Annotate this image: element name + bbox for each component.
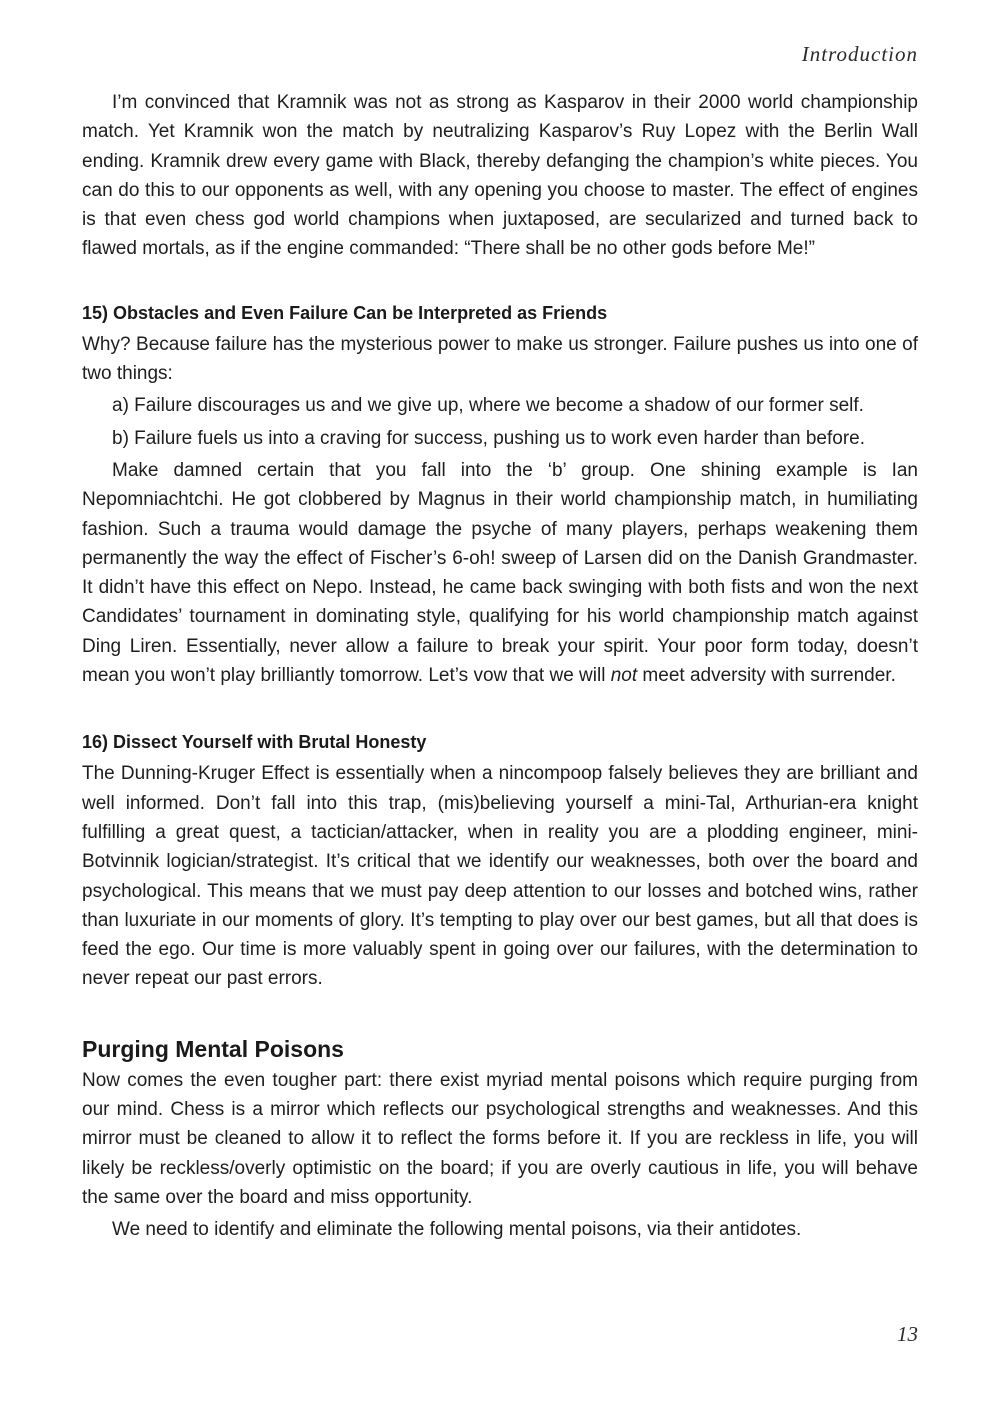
section-15-paragraph: Why? Because failure has the mysterious power to make us stronger. Failure pushes us into one of two things: xyxy=(82,333,918,385)
book-page xyxy=(82,0,918,1412)
closing-text-start: Make damned certain that you fall into the ‘b’ group. One shining example is Ian Nepomniachtchi. He got clobbered by Magnus in their world championship match, in humiliating fashion. Such a trauma would damage the psyche of many players, perhaps weakening them permanently the way the effect of Fischer’s 6-oh! sweep of Larsen did on the Danish Grandmaster. It didn’t have this effect on Nepo. Instead, he came back swinging with both fists and won the next Candidates’ tournament in dominating style, qualifying for his world championship match against Ding Liren. Essentially, never allow a failure to break your spirit. Your poor form today, doesn’t mean you won’t play brilliantly tomorrow. Let’s vow that we will xyxy=(82,459,918,687)
purging-paragraph-2: We need to identify and eliminate the following mental poisons, via their antidotes. xyxy=(112,1219,802,1241)
section-16-heading: 16) Dissect Yourself with Brutal Honesty xyxy=(82,732,427,753)
emphasis-not: not xyxy=(610,665,638,687)
intro-paragraph: I’m convinced that Kramnik was not as strong as Kasparov in their 2000 world championship match. Yet Kramnik won the match by neutralizing Kasparov’s Ruy Lopez with the Berlin Wall ending. Kramnik drew every game with Black, thereby defanging the champion’s white pieces. You can do this to our opponents as well, with any opening you choose to master. The effect of engines is that even chess god world champions when juxtaposed, are secularized and turned back to flawed mortals, as if the engine commanded: “There shall be no other gods before Me!” xyxy=(82,92,918,260)
section-16-paragraph: The Dunning-Kruger Effect is essentially when a nincompoop falsely believes they are brilliant and well informed. Don’t fall into this trap, (mis)believing yourself a mini-Tal, Arthurian-era knight fulfilling a great quest, a tactician/attacker, when in reality you are a plodding engineer, mini-Botvinnik logician/strategist. It’s critical that we identify our weaknesses, both over the board and psychological. This means that we must pay deep attention to our losses and botched wins, rather than luxuriate in our moments of glory. It’s tempting to play over our best games, but all that does is feed the ego. Our time is more valuably spent in going over our failures, with the determination to never repeat our past errors. xyxy=(82,763,918,990)
page-number: 13 xyxy=(897,1322,918,1346)
closing-text-end: meet adversity with surrender. xyxy=(637,665,896,687)
section-15-closing-paragraph xyxy=(82,456,918,690)
list-item-a: a) Failure discourages us and we give up, where we become a shadow of our former self. xyxy=(112,395,864,417)
section-15-heading: 15) Obstacles and Even Failure Can be Interpreted as Friends xyxy=(82,302,608,323)
purging-heading: Purging Mental Poisons xyxy=(82,1035,344,1062)
page-content xyxy=(82,88,918,1245)
running-head: Introduction xyxy=(801,42,918,66)
purging-paragraph-1: Now comes the even tougher part: there exist myriad mental poisons which require purging from our mind. Chess is a mirror which reflects our psychological strengths and weaknesses. And this mirror must be cleaned to allow it to reflect the forms before it. If you are reckless in life, you will likely be reckless/overly optimistic on the board; if you are overly cautious in life, you will behave the same over the board and miss opportunity. xyxy=(82,1069,918,1208)
list-item-b: b) Failure fuels us into a craving for success, pushing us to work even harder than before. xyxy=(112,427,866,449)
